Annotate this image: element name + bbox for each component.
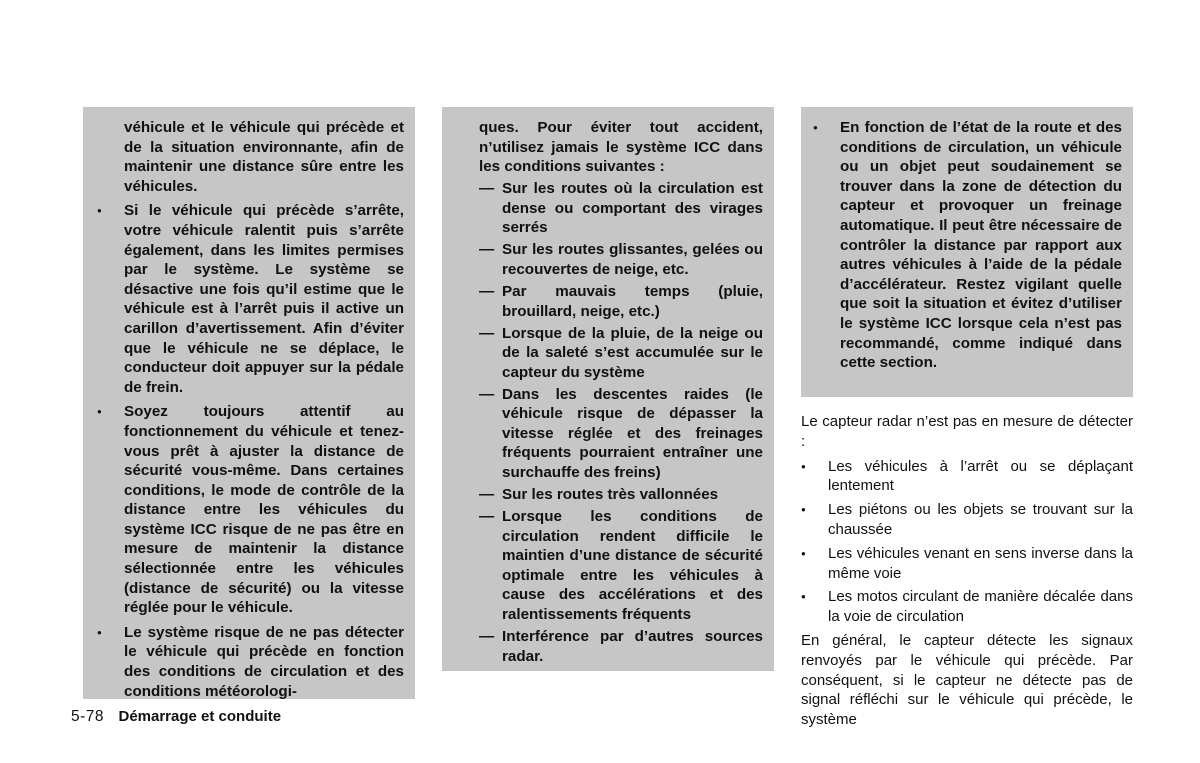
warning-bullet-item: ● Si le véhicule qui précède s’arrête, votre véhicule ralentit puis s’arrête également, dans les limites permises par le système. Le système se désactive une fois qu’il estime que le véhicule est à l’arrêt puis il active un carillon d’avertissement. Afin d’éviter que le véhicule ne se déplace, le conducteur doit appuyer sur la pédale de frein. <box>97 201 404 397</box>
condition-item: — Sur les routes où la circulation est dense ou comportant des virages serrés <box>442 179 763 238</box>
undetected-object-item: ● Les motos circulant de manière décalée dans la voie de circulation <box>801 587 1133 627</box>
conditions-dash-list <box>442 179 763 666</box>
undetected-object-item: ● Les piétons ou les objets se trouvant sur la chaussée <box>801 500 1133 540</box>
condition-item: — Par mauvais temps (pluie, brouillard, neige, etc.) <box>442 282 763 321</box>
undetected-objects-list <box>801 457 1133 627</box>
radar-closing-paragraph: En général, le capteur détecte les signaux renvoyés par le véhicule qui précède. Par conséquent, si le capteur ne détecte pas de signal réfléchi sur le véhicule qui précède, le système <box>801 631 1133 729</box>
condition-item: — Sur les routes glissantes, gelées ou recouvertes de neige, etc. <box>442 240 763 279</box>
warning-box-left <box>83 107 415 699</box>
warning-bullet-list <box>813 118 1122 373</box>
condition-item: — Interférence par d’autres sources radar. <box>442 627 763 666</box>
warning-bullet-list <box>97 201 404 701</box>
warning-bullet-item: ● Le système risque de ne pas détecter le véhicule qui précède en fonction des conditions de circulation et des conditions météorologi- <box>97 623 404 701</box>
warning-bullet-item: ● Soyez toujours attentif au fonctionnement du véhicule et tenez-vous prêt à ajuster la distance de sécurité vous-même. Dans certaines conditions, le mode de contrôle de la distance entre les véhicules du système ICC risque de ne pas être en mesure de maintenir la distance sélectionnée entre les véhicules (distance de sécurité) ou la vitesse réglée pour le véhicule. <box>97 402 404 618</box>
body-text-right <box>801 412 1133 729</box>
warning-lead-text: véhicule et le véhicule qui précède et de la situation environnante, afin de maintenir une distance sûre entre les véhicules. <box>124 119 404 195</box>
condition-item: — Sur les routes très vallonnées <box>442 485 763 505</box>
undetected-object-item: ● Les véhicules venant en sens inverse dans la même voie <box>801 544 1133 584</box>
warning-bullet-item: ● En fonction de l’état de la route et des conditions de circulation, un véhicule ou un objet peut soudainement se trouver dans la zone de détection du capteur et provoquer un freinage automatique. Il peut être nécessaire de contrôler la distance par rapport aux autres véhicules à l’aide de la pédale d’accélérateur. Restez vigilant quelle que soit la situation et évitez d’utiliser le système ICC lorsque cela n’est pas recommandé, comme indiqué dans cette section. <box>813 118 1122 373</box>
page-number: 5-78 <box>71 708 105 725</box>
warning-box-middle <box>442 107 774 671</box>
page-footer <box>71 708 281 726</box>
condition-item: — Dans les descentes raides (le véhicule risque de dépasser la vitesse réglée et des freinages fréquents pourraient entraîner une surchauffe des freins) <box>442 385 763 483</box>
radar-intro-paragraph: Le capteur radar n’est pas en mesure de détecter : <box>801 413 1133 450</box>
condition-item: — Lorsque les conditions de circulation rendent difficile le maintien d’une distance de sécurité optimale entre les véhicules à cause des accélérations et des ralentissements fréquents <box>442 507 763 625</box>
condition-item: — Lorsque de la pluie, de la neige ou de la saleté s’est accumulée sur le capteur du système <box>442 324 763 383</box>
warning-box-right <box>801 107 1133 397</box>
warning-continuation-text: ques. Pour éviter tout accident, n’utilisez jamais le système ICC dans les conditions suivantes : <box>479 119 763 176</box>
section-title: Démarrage et conduite <box>118 708 282 725</box>
undetected-object-item: ● Les véhicules à l’arrêt ou se déplaçant lentement <box>801 457 1133 497</box>
